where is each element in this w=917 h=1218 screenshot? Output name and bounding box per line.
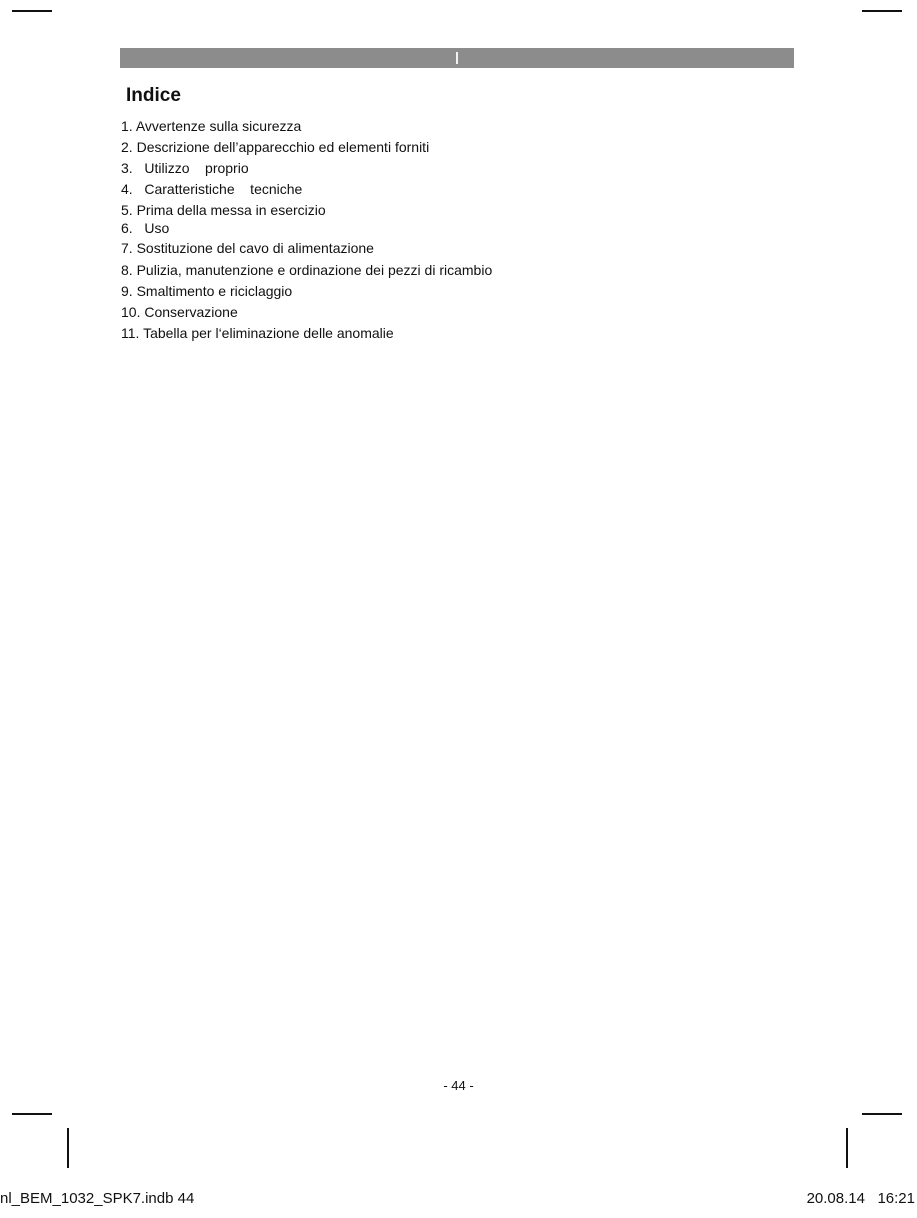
toc-item-number: 1. — [121, 118, 133, 134]
toc-item — [121, 180, 302, 198]
toc-item-number: 4. — [121, 181, 133, 197]
toc-item-number: 9. — [121, 283, 133, 299]
toc-item — [121, 261, 492, 279]
toc-item — [121, 303, 238, 321]
toc-item-text: Caratteristiche tecniche — [144, 181, 303, 197]
page-title: Indice — [126, 85, 181, 106]
toc-item — [121, 138, 429, 156]
toc-item-text: Prima della messa in esercizio — [136, 202, 326, 218]
toc-item-number: 5. — [121, 202, 133, 218]
header-bar — [120, 48, 794, 68]
crop-mark-bottom-right — [862, 1113, 902, 1115]
crop-mark-top-right — [862, 10, 902, 12]
print-slug-filename: nl_BEM_1032_SPK7.indb 44 — [0, 1190, 195, 1207]
toc-item-text: Smaltimento e riciclaggio — [136, 283, 293, 299]
toc-item — [121, 117, 301, 135]
toc-item-text: Avvertenze sulla sicurezza — [135, 118, 302, 134]
toc-item — [121, 201, 326, 219]
crop-mark-top-left — [12, 10, 52, 12]
toc-item-text: Utilizzo proprio — [144, 160, 249, 176]
toc-item-text: Conservazione — [144, 304, 238, 320]
toc-item-number: 10. — [121, 304, 141, 320]
crop-mark-vertical-right — [846, 1128, 848, 1168]
toc-item — [121, 324, 394, 342]
toc-item — [121, 159, 249, 177]
toc-item-number: 8. — [121, 262, 133, 278]
header-bar-marker — [456, 52, 458, 64]
toc-item-number: 3. — [121, 160, 133, 176]
toc-item-number: 2. — [121, 139, 133, 155]
toc-item-text: Uso — [144, 220, 170, 236]
toc-item-number: 11. — [121, 325, 140, 341]
toc-item-text: Descrizione dell’apparecchio ed elementi forniti — [136, 139, 430, 155]
toc-item-text: Tabella per l‘eliminazione delle anomalie — [143, 325, 394, 341]
crop-mark-bottom-left — [12, 1113, 52, 1115]
print-slug-datetime: 20.08.14 16:21 — [806, 1190, 915, 1207]
toc-item — [121, 239, 374, 257]
page-number: - 44 - — [443, 1078, 474, 1093]
toc-item — [121, 282, 292, 300]
crop-mark-vertical-left — [67, 1128, 69, 1168]
toc-item-text: Sostituzione del cavo di alimentazione — [136, 240, 374, 256]
toc-item-number: 7. — [121, 240, 133, 256]
toc-item-number: 6. — [121, 220, 133, 236]
toc-item-text: Pulizia, manutenzione e ordinazione dei pezzi di ricambio — [136, 262, 493, 278]
toc-item — [121, 219, 169, 237]
